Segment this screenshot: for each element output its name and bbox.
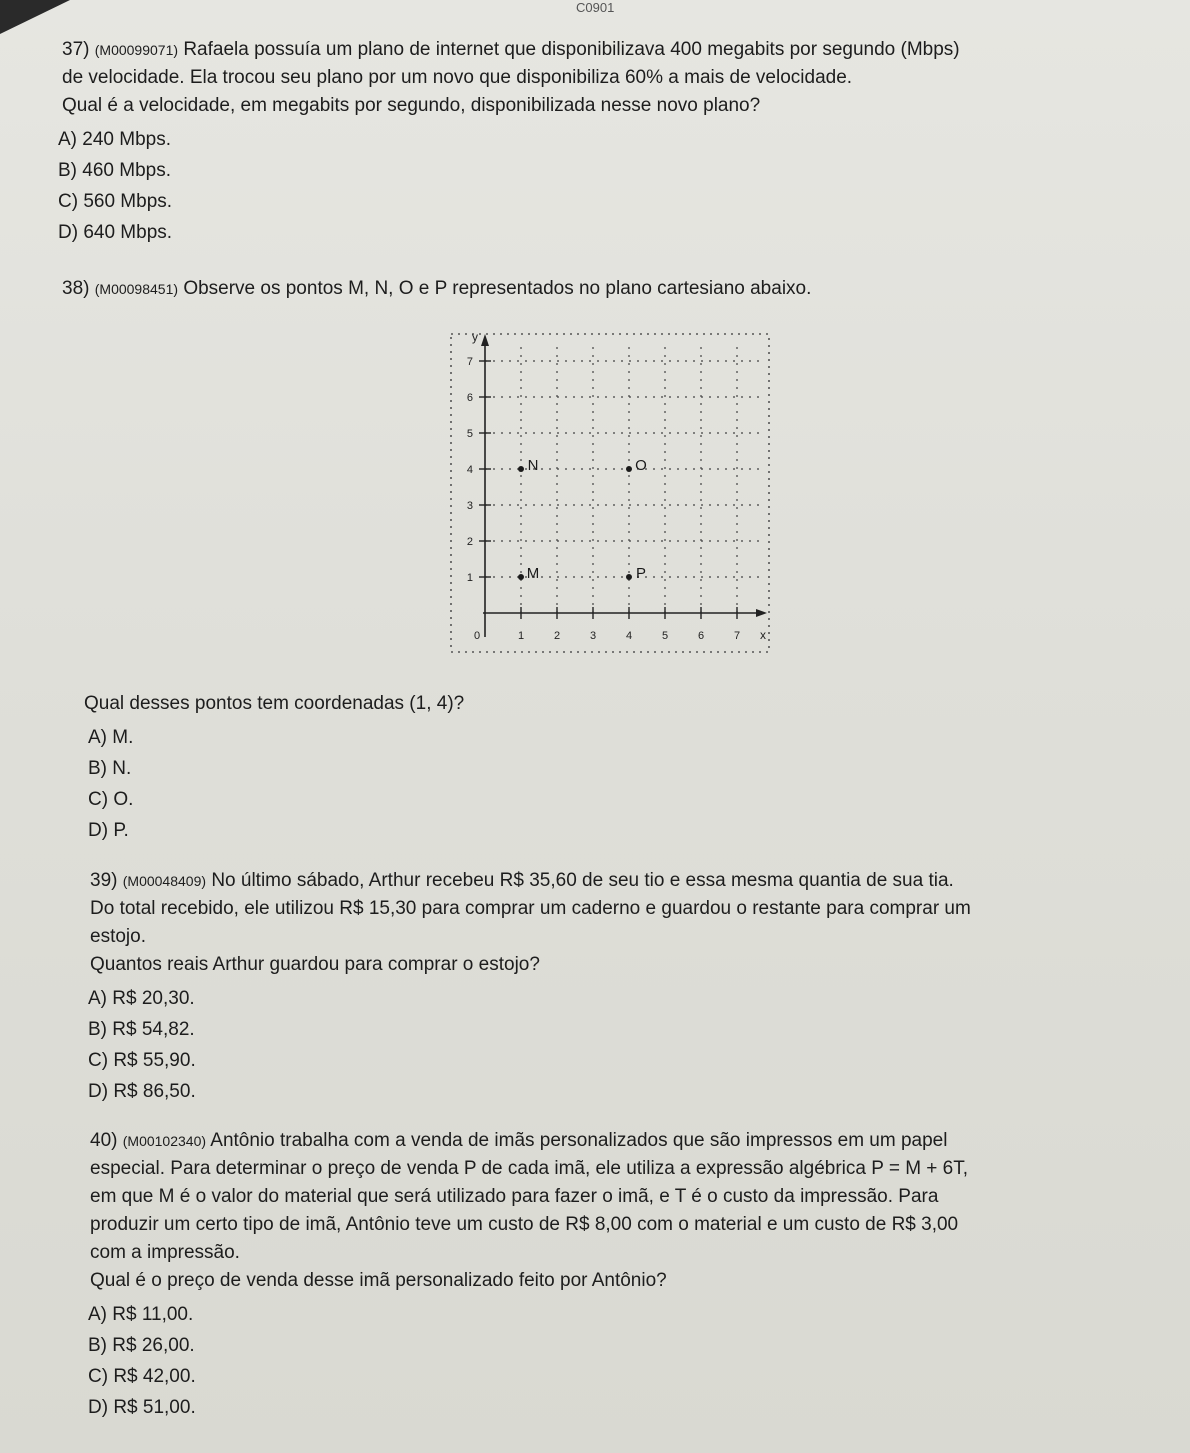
question-37-id: (M00099071) — [94, 42, 179, 58]
question-37-prompt: Qual é a velocidade, em megabits por segundo, disponibilizada nesse novo plano? — [62, 95, 761, 116]
question-38-number: 38) — [62, 278, 90, 299]
cartesian-plane-figure — [445, 328, 775, 660]
question-39-prompt: Quantos reais Arthur guardou para comprar o estojo? — [90, 954, 540, 975]
question-37-line-1 — [62, 36, 1162, 64]
y-tick-label: 4 — [466, 464, 473, 476]
question-39-option-c[interactable]: C) R$ 55,90. — [88, 1050, 196, 1071]
question-38-option-d[interactable]: D) P. — [88, 820, 129, 841]
x-tick-label: 7 — [733, 630, 741, 642]
question-39-id: (M00048409) — [122, 873, 207, 889]
point-label-p: P — [635, 565, 647, 582]
point-label-o: O — [635, 457, 647, 474]
y-axis-label: y — [472, 330, 478, 344]
x-tick-label: 5 — [661, 630, 669, 642]
question-39-line-1 — [90, 867, 1162, 895]
y-tick-label: 3 — [466, 500, 473, 512]
point-marker-n — [518, 466, 524, 472]
question-38-line-1 — [62, 275, 1162, 303]
point-label-m: M — [526, 565, 540, 582]
question-40-text-2: especial. Para determinar o preço de venda P de cada imã, ele utiliza a expressão algébrica P = M + 6T, — [90, 1158, 969, 1179]
point-label-n: N — [527, 457, 539, 474]
question-40-option-d[interactable]: D) R$ 51,00. — [88, 1397, 196, 1418]
x-tick-label: 6 — [697, 630, 705, 642]
question-38-options — [62, 722, 1162, 846]
x-tick-label: 4 — [625, 630, 633, 642]
question-40-options — [62, 1299, 1162, 1423]
question-37-option-b[interactable]: B) 460 Mbps. — [58, 160, 171, 181]
question-40-line-1 — [90, 1127, 1162, 1155]
page-code: C0901 — [576, 0, 615, 15]
point-marker-m — [518, 574, 524, 580]
question-38 — [62, 275, 1162, 303]
y-tick-label: 1 — [466, 572, 473, 584]
question-37-option-c[interactable]: C) 560 Mbps. — [58, 191, 173, 212]
question-38-option-b[interactable]: B) N. — [88, 758, 132, 779]
question-40-text-1: Antônio trabalha com a venda de imãs personalizados que são impressos em um papel — [210, 1130, 948, 1151]
question-38-option-c[interactable]: C) O. — [88, 789, 134, 810]
question-38-text: Observe os pontos M, N, O e P representados no plano cartesiano abaixo. — [183, 278, 812, 299]
question-39-option-b[interactable]: B) R$ 54,82. — [88, 1019, 195, 1040]
question-37-option-d[interactable]: D) 640 Mbps. — [58, 222, 173, 243]
question-39-option-a[interactable]: A) R$ 20,30. — [88, 988, 195, 1009]
question-39-number: 39) — [90, 870, 118, 891]
question-40-option-b[interactable]: B) R$ 26,00. — [88, 1335, 195, 1356]
question-40-text-3: em que M é o valor do material que será utilizado para fazer o imã, e T é o custo da impressão. Para — [90, 1186, 939, 1207]
question-40-number: 40) — [90, 1130, 118, 1151]
x-tick-label: 2 — [553, 630, 561, 642]
question-37-option-a[interactable]: A) 240 Mbps. — [58, 129, 171, 150]
question-39-text-2: Do total recebido, ele utilizou R$ 15,30 para comprar um caderno e guardou o restante para comprar um — [90, 898, 971, 919]
x-axis-label: x — [760, 628, 766, 642]
question-40-option-c[interactable]: C) R$ 42,00. — [88, 1366, 196, 1387]
question-39-option-d[interactable]: D) R$ 86,50. — [88, 1081, 196, 1102]
x-tick-label: 1 — [517, 630, 525, 642]
y-tick-label: 7 — [466, 356, 473, 368]
cartesian-plane — [445, 328, 775, 660]
question-37-text-1: Rafaela possuía um plano de internet que disponibilizava 400 megabits por segundo (Mbps) — [183, 39, 960, 60]
question-40-text-5: com a impressão. — [90, 1242, 240, 1263]
point-marker-p — [626, 574, 632, 580]
y-tick-label: 5 — [466, 428, 473, 440]
figure-frame — [451, 334, 769, 652]
question-37-number: 37) — [62, 39, 90, 60]
question-40-prompt: Qual é o preço de venda desse imã personalizado feito por Antônio? — [90, 1270, 667, 1291]
question-38-body — [62, 690, 1162, 846]
y-axis-arrow — [481, 334, 489, 346]
question-40-text-4: produzir um certo tipo de imã, Antônio teve um custo de R$ 8,00 com o material e um custo de R$ 3,00 — [90, 1214, 959, 1235]
question-40-option-a[interactable]: A) R$ 11,00. — [88, 1304, 194, 1325]
question-40 — [62, 1127, 1162, 1423]
question-37-text-2: de velocidade. Ela trocou seu plano por um novo que disponibiliza 60% a mais de velocidade. — [62, 67, 853, 88]
x-tick-label: 0 — [473, 630, 481, 642]
x-tick-label: 3 — [589, 630, 597, 642]
question-38-id: (M00098451) — [94, 281, 179, 297]
question-40-id: (M00102340) — [122, 1133, 207, 1149]
question-39-text-1: No último sábado, Arthur recebeu R$ 35,60 de seu tio e essa mesma quantia de sua tia. — [211, 870, 954, 891]
y-tick-label: 6 — [466, 392, 473, 404]
y-tick-label: 2 — [466, 536, 473, 548]
question-38-prompt: Qual desses pontos tem coordenadas (1, 4)? — [84, 693, 465, 714]
question-39 — [62, 867, 1162, 1107]
question-38-option-a[interactable]: A) M. — [88, 727, 134, 748]
question-39-options — [62, 983, 1162, 1107]
question-37 — [58, 36, 1162, 248]
page-corner-shadow — [0, 0, 70, 34]
question-39-text-3: estojo. — [90, 926, 146, 947]
point-marker-o — [626, 466, 632, 472]
x-axis-arrow — [756, 609, 767, 617]
question-37-options — [58, 124, 1162, 248]
